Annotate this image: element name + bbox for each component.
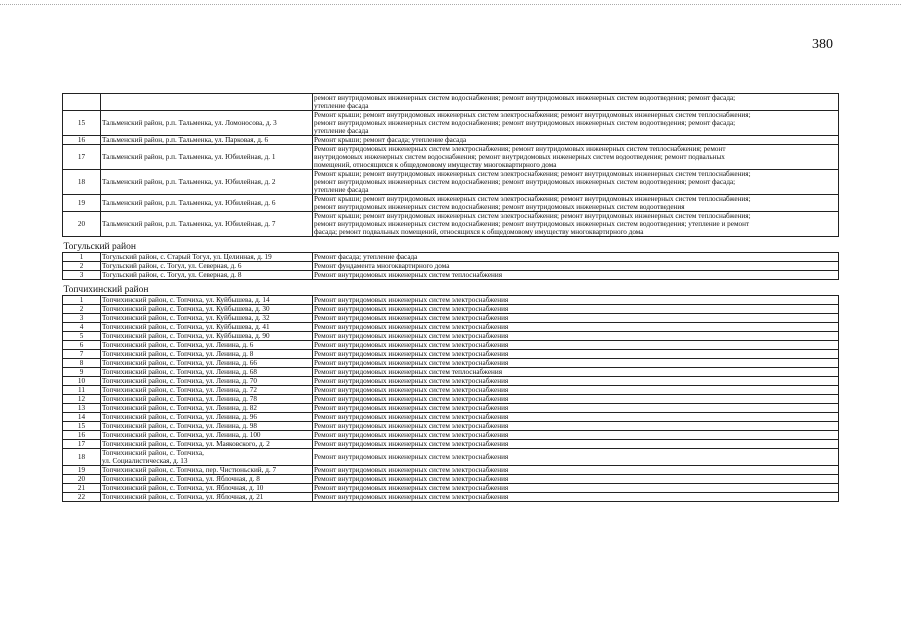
works-line: ремонт внутридомовых инженерных систем водоснабжения; ремонт внутридомовых инженерных систем водоотведения; ремонт фасада; [314,94,736,102]
address-line: ул. Социалистическая, д. 13 [102,457,188,465]
district-header-row [63,237,839,253]
works-line: Ремонт крыши; ремонт внутридомовых инженерных систем электроснабжения; ремонт внутридомовых инженерных систем теплоснабжения; [314,195,751,203]
works-line: утепление фасада [314,186,369,194]
works-line: ремонт внутридомовых инженерных систем водоснабжения; ремонт внутридомовых инженерных систем водоотведения; ремонт фасада; [314,178,736,186]
row-number: 16 [63,136,101,145]
address-cell: Топчихинский район, с. Топчиха, ул. Ленина, д. 98 [101,422,313,431]
works-cell [313,377,839,386]
scan-artifact-line [0,4,901,6]
table-row [63,422,839,431]
works-line: Ремонт внутридомовых инженерных систем электроснабжения [314,359,509,367]
works-line: Ремонт внутридомовых инженерных систем теплоснабжения [314,271,503,279]
works-cell [313,440,839,449]
address-cell: Топчихинский район, с. Топчиха, ул. Ленина, д. 82 [101,404,313,413]
works-cell [313,314,839,323]
address-cell: Топчихинский район, с. Топчиха, ул. Ленина, д. 70 [101,377,313,386]
row-number: 18 [63,449,101,466]
works-line: Ремонт внутридомовых инженерных систем электроснабжения [314,386,509,394]
address-cell [101,94,313,111]
row-number: 2 [63,305,101,314]
address-cell: Топчихинский район, с. Топчиха, ул. Ленина, д. 8 [101,350,313,359]
address-cell [101,449,313,466]
table-row [63,359,839,368]
works-cell [313,145,839,170]
row-number: 6 [63,341,101,350]
row-number: 1 [63,253,101,262]
address-cell: Топчихинский район, с. Топчиха, ул. Ленина, д. 66 [101,359,313,368]
works-cell [313,262,839,271]
address-cell: Топчихинский район, с. Топчиха, ул. Ленина, д. 100 [101,431,313,440]
address-cell: Тогульский район, с. Тогул, ул. Северная, д. 8 [101,271,313,280]
works-cell [313,466,839,475]
works-line: утепление фасада [314,127,369,135]
row-number: 22 [63,493,101,502]
table-row [63,271,839,280]
works-cell [313,475,839,484]
address-cell: Топчихинский район, с. Топчиха, ул. Яблочная, д. 21 [101,493,313,502]
table-row [63,305,839,314]
table-row [63,332,839,341]
works-line: Ремонт внутридомовых инженерных систем электроснабжения [314,440,509,448]
works-line: Ремонт внутридомовых инженерных систем электроснабжения; ремонт внутридомовых инженерных систем теплоснабжения; ремонт [314,145,726,153]
row-number: 4 [63,323,101,332]
row-number [63,94,101,111]
row-number: 13 [63,404,101,413]
works-line: Ремонт внутридомовых инженерных систем электроснабжения [314,395,509,403]
works-cell [313,305,839,314]
address-cell: Топчихинский район, с. Топчиха, ул. Ленина, д. 96 [101,413,313,422]
works-line: ремонт внутридомовых инженерных систем водоснабжения; ремонт внутридомовых инженерных систем водоотведения; ремонт фасада; [314,119,736,127]
address-cell: Тальменский район, р.п. Тальменка, ул. Юбилейная, д. 1 [101,145,313,170]
row-number: 7 [63,350,101,359]
address-cell: Тальменский район, р.п. Тальменка, ул. Юбилейная, д. 6 [101,195,313,212]
table-row [63,466,839,475]
address-cell: Топчихинский район, с. Топчиха, пер. Чистюньский, д. 7 [101,466,313,475]
address-cell: Топчихинский район, с. Топчиха, ул. Куйбышева, д. 41 [101,323,313,332]
table-row [63,170,839,195]
works-line: фасада; ремонт подвальных помещений, относящихся к общедомовому имуществу многоквартирного дома [314,228,644,236]
works-line: внутридомовых инженерных систем водоснабжения; ремонт внутридомовых инженерных систем водоотведения; ремонт подвальных [314,153,725,161]
table-row [63,431,839,440]
works-cell [313,332,839,341]
works-cell [313,368,839,377]
table-row [63,395,839,404]
row-number: 14 [63,413,101,422]
row-number: 10 [63,377,101,386]
works-cell [313,386,839,395]
table-row [63,296,839,305]
works-line: Ремонт внутридомовых инженерных систем электроснабжения [314,466,509,474]
address-cell: Топчихинский район, с. Топчиха, ул. Ленина, д. 72 [101,386,313,395]
works-line: Ремонт крыши; ремонт внутридомовых инженерных систем электроснабжения; ремонт внутридомовых инженерных систем теплоснабжения; [314,212,751,220]
address-cell: Топчихинский район, с. Топчиха, ул. Ленина, д. 6 [101,341,313,350]
address-cell: Топчихинский район, с. Топчиха, ул. Яблочная, д. 8 [101,475,313,484]
address-cell: Топчихинский район, с. Топчиха, ул. Куйбышева, д. 14 [101,296,313,305]
page-number: 380 [812,37,833,52]
works-cell [313,395,839,404]
address-cell: Топчихинский район, с. Топчиха, ул. Ленина, д. 78 [101,395,313,404]
table-row [63,262,839,271]
works-cell [313,212,839,237]
works-cell [313,350,839,359]
table-row [63,449,839,466]
works-cell [313,323,839,332]
works-cell [313,493,839,502]
district-name: Тогульский район [63,242,136,252]
works-line: Ремонт крыши; ремонт внутридомовых инженерных систем электроснабжения; ремонт внутридомовых инженерных систем теплоснабжения; [314,170,751,178]
row-number: 17 [63,440,101,449]
works-cell [313,170,839,195]
row-number: 11 [63,386,101,395]
works-line: утепление фасада [314,102,369,110]
works-cell [313,253,839,262]
table-row [63,350,839,359]
row-number: 5 [63,332,101,341]
table-row [63,475,839,484]
address-cell: Топчихинский район, с. Топчиха, ул. Куйбышева, д. 90 [101,332,313,341]
works-line: Ремонт внутридомовых инженерных систем электроснабжения [314,314,509,322]
table-row [63,386,839,395]
table-row [63,368,839,377]
row-number: 2 [63,262,101,271]
works-cell [313,413,839,422]
works-line: Ремонт внутридомовых инженерных систем электроснабжения [314,493,509,501]
row-number: 20 [63,212,101,237]
row-number: 16 [63,431,101,440]
address-cell: Топчихинский район, с. Топчиха, ул. Куйбышева, д. 32 [101,314,313,323]
works-cell [313,136,839,145]
works-line: Ремонт внутридомовых инженерных систем электроснабжения [314,475,509,483]
works-cell [313,431,839,440]
works-cell [313,449,839,466]
table-row [63,493,839,502]
table-row [63,314,839,323]
table-row [63,377,839,386]
works-line: Ремонт внутридомовых инженерных систем электроснабжения [314,404,509,412]
works-line: Ремонт внутридомовых инженерных систем электроснабжения [314,377,509,385]
works-line: Ремонт внутридомовых инженерных систем электроснабжения [314,431,509,439]
district-name: Топчихинский район [63,285,149,295]
table-row [63,440,839,449]
address-line: Топчихинский район, с. Топчиха, [102,449,204,457]
works-cell [313,111,839,136]
table-row [63,212,839,237]
table-body [63,94,839,502]
works-line: помещений, относящихся к общедомовому имуществу многоквартирного дома [314,161,557,169]
row-number: 1 [63,296,101,305]
row-number: 21 [63,484,101,493]
works-cell [313,422,839,431]
table-row [63,484,839,493]
table-row [63,94,839,111]
address-cell: Тальменский район, р.п. Тальменка, ул. Ломоносова, д. 3 [101,111,313,136]
works-line: Ремонт фасада; утепление фасада [314,253,418,261]
works-cell [313,404,839,413]
works-line: Ремонт внутридомовых инженерных систем электроснабжения [314,422,509,430]
works-line: ремонт внутридомовых инженерных систем водоснабжения; ремонт внутридомовых инженерных систем водоотведения [314,203,685,211]
table-row [63,253,839,262]
table-row [63,323,839,332]
address-cell: Тальменский район, р.п. Тальменка, ул. Юбилейная, д. 2 [101,170,313,195]
address-cell: Топчихинский район, с. Топчиха, ул. Ленина, д. 68 [101,368,313,377]
table-row [63,136,839,145]
repair-works-table [62,93,839,502]
works-line: Ремонт внутридомовых инженерных систем электроснабжения [314,332,509,340]
works-cell [313,359,839,368]
works-line: Ремонт крыши; ремонт фасада; утепление фасада [314,136,467,144]
works-cell [313,94,839,111]
address-cell: Топчихинский район, с. Топчиха, ул. Маяковского, д. 2 [101,440,313,449]
address-cell: Тальменский район, р.п. Тальменка, ул. Юбилейная, д. 7 [101,212,313,237]
address-cell: Тальменский район, р.п. Тальменка, ул. Парковая, д. 6 [101,136,313,145]
works-line: Ремонт внутридомовых инженерных систем теплоснабжения [314,368,503,376]
table-row [63,413,839,422]
works-cell [313,271,839,280]
address-cell: Тогульский район, с. Старый Тогул, ул. Целинная, д. 19 [101,253,313,262]
works-line: Ремонт внутридомовых инженерных систем электроснабжения [314,484,509,492]
row-number: 9 [63,368,101,377]
table-row [63,145,839,170]
row-number: 8 [63,359,101,368]
works-cell [313,484,839,493]
row-number: 3 [63,314,101,323]
row-number: 19 [63,195,101,212]
row-number: 15 [63,111,101,136]
address-cell: Топчихинский район, с. Топчиха, ул. Куйбышева, д. 30 [101,305,313,314]
table-row [63,111,839,136]
row-number: 18 [63,170,101,195]
table-row [63,404,839,413]
table-row [63,341,839,350]
works-line: ремонт внутридомовых инженерных систем водоснабжения; ремонт внутридомовых инженерных систем водоотведения; утепление и ремонт [314,220,750,228]
row-number: 3 [63,271,101,280]
row-number: 17 [63,145,101,170]
table-row [63,195,839,212]
works-line: Ремонт внутридомовых инженерных систем электроснабжения [314,350,509,358]
works-line: Ремонт внутридомовых инженерных систем электроснабжения [314,296,509,304]
row-number: 20 [63,475,101,484]
district-header-row [63,280,839,296]
works-line: Ремонт крыши; ремонт внутридомовых инженерных систем электроснабжения; ремонт внутридомовых инженерных систем теплоснабжения; [314,111,751,119]
row-number: 19 [63,466,101,475]
works-line: Ремонт фундамента многоквартирного дома [314,262,450,270]
address-cell: Топчихинский район, с. Топчиха, ул. Яблочная, д. 10 [101,484,313,493]
works-line: Ремонт внутридомовых инженерных систем электроснабжения [314,341,509,349]
works-cell [313,195,839,212]
row-number: 15 [63,422,101,431]
works-cell [313,296,839,305]
works-line: Ремонт внутридомовых инженерных систем электроснабжения [314,453,509,461]
works-cell [313,341,839,350]
works-line: Ремонт внутридомовых инженерных систем электроснабжения [314,305,509,313]
works-line: Ремонт внутридомовых инженерных систем электроснабжения [314,323,509,331]
works-line: Ремонт внутридомовых инженерных систем электроснабжения [314,413,509,421]
address-cell: Тогульский район, с. Тогул, ул. Северная, д. 6 [101,262,313,271]
row-number: 12 [63,395,101,404]
